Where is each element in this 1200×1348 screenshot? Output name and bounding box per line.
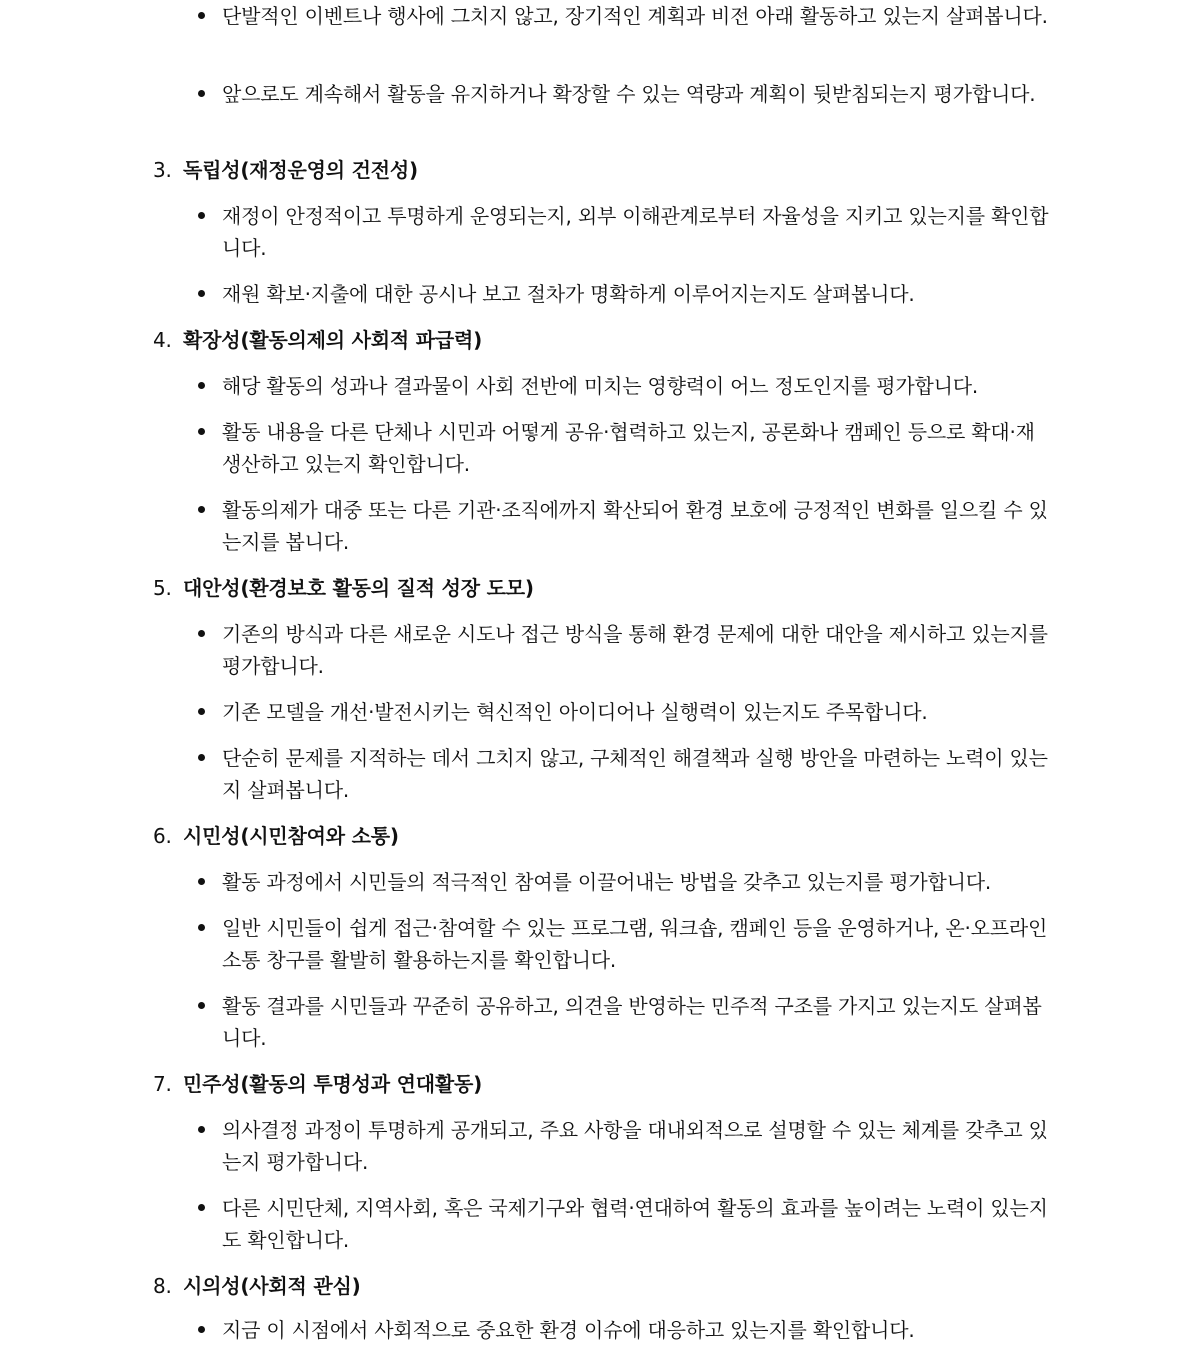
section-heading <box>153 820 1053 852</box>
bullet-text: 일반 시민들이 쉽게 접근·참여할 수 있는 프로그램, 워크숍, 캠페인 등을 운영하거나, 온·오프라인 소통 창구를 활발히 활용하는지를 확인합니다. <box>222 916 1048 972</box>
section-title: 민주성(활동의 투명성과 연대활동) <box>183 1072 483 1096</box>
list-item <box>194 370 1054 402</box>
bullet-dot <box>198 506 205 513</box>
section-number: 3. <box>153 158 172 182</box>
list-item <box>194 278 1054 310</box>
section-heading <box>153 1068 1053 1100</box>
section-title: 독립성(재정운영의 건전성) <box>183 158 418 182</box>
bullet-dot <box>198 382 205 389</box>
bullet-text: 활동 결과를 시민들과 꾸준히 공유하고, 의견을 반영하는 민주적 구조를 가지고 있는지도 살펴봅니다. <box>222 994 1042 1050</box>
section-title: 시의성(사회적 관심) <box>183 1274 361 1298</box>
list-item <box>194 200 1054 264</box>
section-number: 6. <box>153 824 172 848</box>
bullet-text: 활동 내용을 다른 단체나 시민과 어떻게 공유·협력하고 있는지, 공론화나 캠페인 등으로 확대·재생산하고 있는지 확인합니다. <box>222 420 1035 476</box>
bullet-text: 재원 확보·지출에 대한 공시나 보고 절차가 명확하게 이루어지는지도 살펴봅니다. <box>222 282 915 306</box>
list-item <box>194 618 1054 682</box>
list-item <box>194 1114 1054 1178</box>
section-title: 대안성(환경보호 활동의 질적 성장 도모) <box>183 576 534 600</box>
section-number: 8. <box>153 1274 172 1298</box>
list-item <box>194 0 1054 32</box>
section-heading <box>153 1270 1053 1302</box>
bullet-dot <box>198 290 205 297</box>
bullet-text: 해당 활동의 성과나 결과물이 사회 전반에 미치는 영향력이 어느 정도인지를 평가합니다. <box>222 374 979 398</box>
bullet-text: 단발적인 이벤트나 행사에 그치지 않고, 장기적인 계획과 비전 아래 활동하고 있는지 살펴봅니다. <box>222 4 1048 28</box>
bullet-dot <box>198 1204 205 1211</box>
list-item <box>194 696 1054 728</box>
bullet-text: 재정이 안정적이고 투명하게 운영되는지, 외부 이해관계로부터 자율성을 지키고 있는지를 확인합니다. <box>222 204 1049 260</box>
bullet-text: 앞으로도 계속해서 활동을 유지하거나 확장할 수 있는 역량과 계획이 뒷받침되는지 평가합니다. <box>222 82 1036 106</box>
bullet-text: 지금 이 시점에서 사회적으로 중요한 환경 이슈에 대응하고 있는지를 확인합니다. <box>222 1318 915 1342</box>
list-item <box>194 742 1054 806</box>
list-item <box>194 78 1054 110</box>
bullet-dot <box>198 1126 205 1133</box>
bullet-text: 활동의제가 대중 또는 다른 기관·조직에까지 확산되어 환경 보호에 긍정적인 변화를 일으킬 수 있는지를 봅니다. <box>222 498 1048 554</box>
section-heading <box>153 572 1053 604</box>
list-item <box>194 990 1054 1054</box>
bullet-text: 단순히 문제를 지적하는 데서 그치지 않고, 구체적인 해결책과 실행 방안을 마련하는 노력이 있는지 살펴봅니다. <box>222 746 1048 802</box>
bullet-dot <box>198 924 205 931</box>
bullet-dot <box>198 630 205 637</box>
bullet-text: 기존의 방식과 다른 새로운 시도나 접근 방식을 통해 환경 문제에 대한 대안을 제시하고 있는지를 평가합니다. <box>222 622 1048 678</box>
section-number: 5. <box>153 576 172 600</box>
bullet-dot <box>198 428 205 435</box>
bullet-text: 기존 모델을 개선·발전시키는 혁신적인 아이디어나 실행력이 있는지도 주목합니다. <box>222 700 928 724</box>
list-item <box>194 866 1054 898</box>
list-item <box>194 494 1054 558</box>
bullet-dot <box>198 878 205 885</box>
list-item <box>194 1314 1054 1346</box>
bullet-dot <box>198 90 205 97</box>
list-item <box>194 416 1054 480</box>
section-title: 시민성(시민참여와 소통) <box>183 824 399 848</box>
bullet-text: 의사결정 과정이 투명하게 공개되고, 주요 사항을 대내외적으로 설명할 수 있는 체계를 갖추고 있는지 평가합니다. <box>222 1118 1048 1174</box>
bullet-dot <box>198 708 205 715</box>
bullet-dot <box>198 1326 205 1333</box>
bullet-text: 다른 시민단체, 지역사회, 혹은 국제기구와 협력·연대하여 활동의 효과를 높이려는 노력이 있는지도 확인합니다. <box>222 1196 1048 1252</box>
list-item <box>194 912 1054 976</box>
bullet-dot <box>198 1002 205 1009</box>
section-heading <box>153 154 1053 186</box>
bullet-text: 활동 과정에서 시민들의 적극적인 참여를 이끌어내는 방법을 갖추고 있는지를 평가합니다. <box>222 870 992 894</box>
list-item <box>194 1192 1054 1256</box>
bullet-dot <box>198 12 205 19</box>
bullet-dot <box>198 754 205 761</box>
bullet-dot <box>198 212 205 219</box>
section-heading <box>153 324 1053 356</box>
section-title: 확장성(활동의제의 사회적 파급력) <box>183 328 483 352</box>
section-number: 7. <box>153 1072 172 1096</box>
section-number: 4. <box>153 328 172 352</box>
